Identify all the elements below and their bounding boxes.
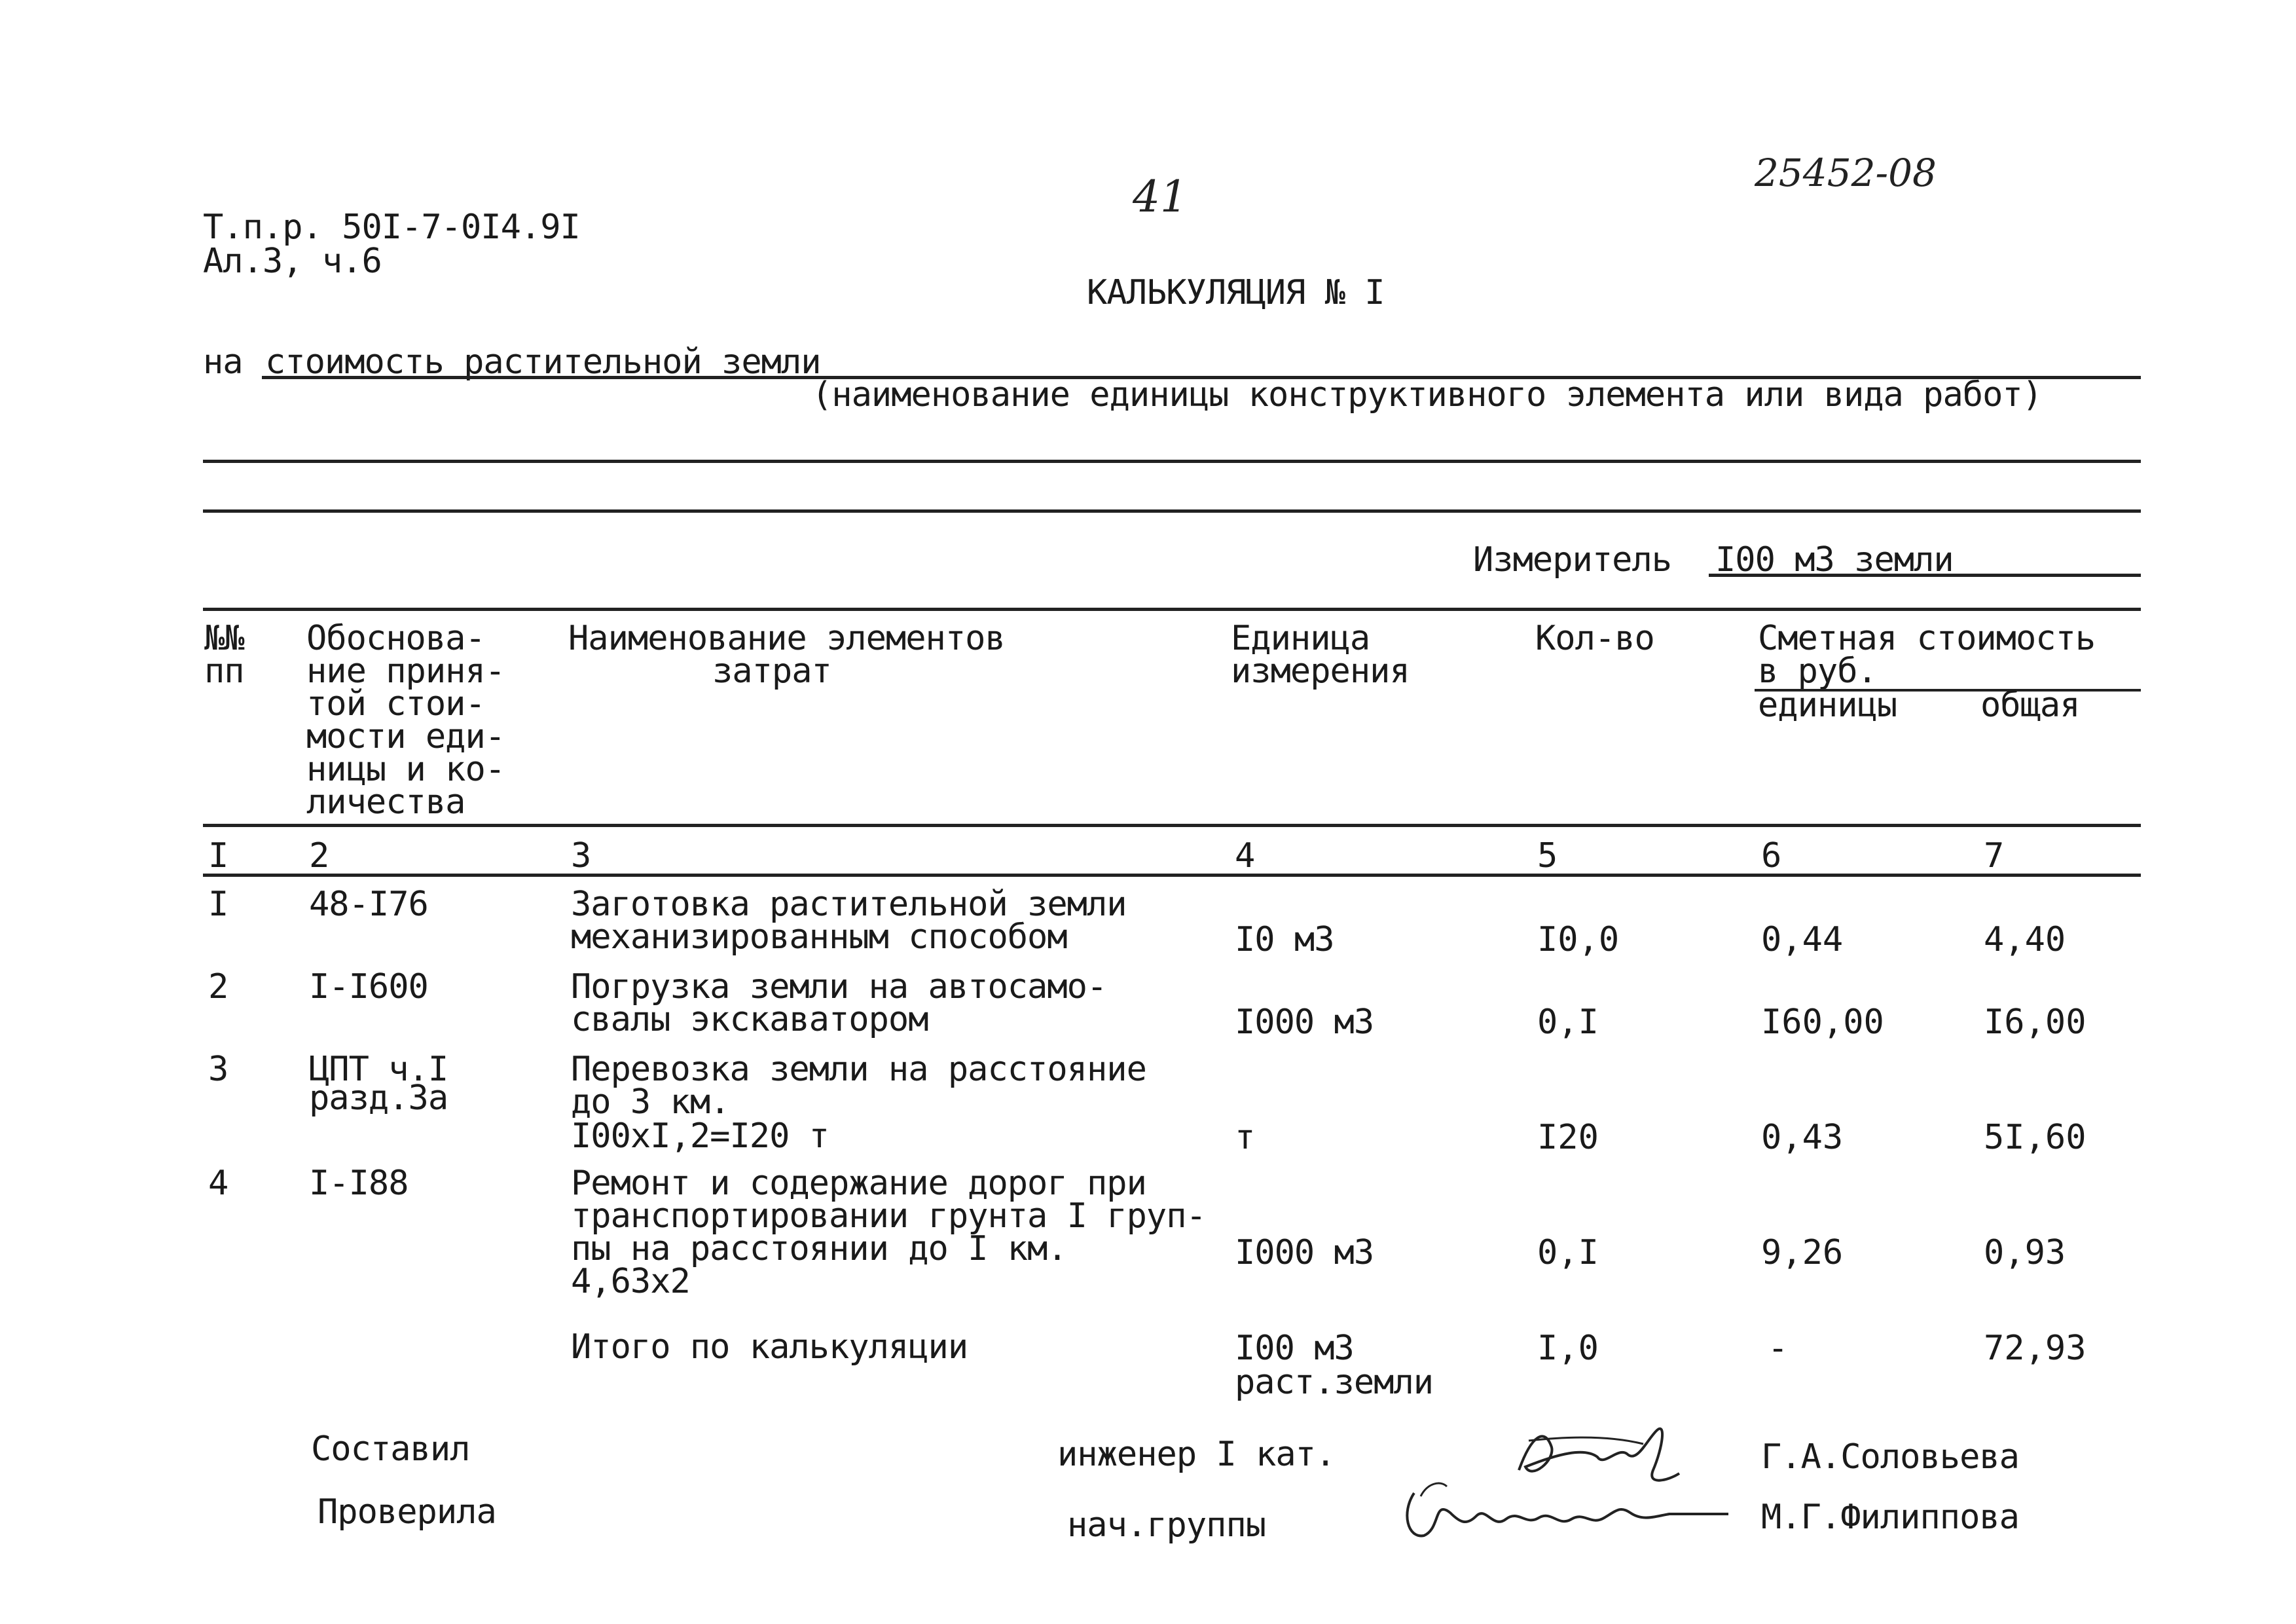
row-name-line: I00хI,2=I20 т (571, 1116, 829, 1156)
column-number: 6 (1761, 836, 1781, 876)
row-basis: I-I600 (309, 967, 428, 1006)
row-name-line: свалы экскаватором (571, 1000, 928, 1039)
row-name-line: 4,63х2 (571, 1262, 690, 1301)
row-quantity: I0,0 (1537, 920, 1620, 959)
row-basis: 48-I76 (309, 885, 428, 924)
total-unit-line: раст.земли (1235, 1363, 1434, 1402)
compiled-name: Г.А.Соловьева (1761, 1437, 2019, 1477)
row-name-line: Погрузка земли на автосамо- (571, 967, 1107, 1006)
row-number: 3 (208, 1050, 228, 1089)
row-basis: I-I88 (309, 1164, 409, 1203)
header-col4-line: измерения (1231, 652, 1410, 691)
header-col2-line: Обоснова- (306, 619, 485, 658)
checked-signature (1394, 1467, 1735, 1552)
column-number: 2 (309, 836, 329, 876)
header-col1-line: №№ (204, 619, 244, 658)
column-number: 7 (1984, 836, 2004, 876)
total-label: Итого по калькуляции (571, 1327, 968, 1367)
reference-line-1: Т.п.р. 50I-7-0I4.9I (203, 208, 580, 247)
row-name-line: Заготовка растительной земли (571, 885, 1127, 924)
meter-value: I00 м3 земли (1715, 540, 1954, 580)
meter-label: Измеритель (1473, 540, 1672, 580)
total-unit-line: I00 м3 (1235, 1329, 1354, 1368)
header-col7: общая (1980, 686, 2080, 725)
header-col6: единицы (1758, 686, 1897, 725)
row-basis: разд.3а (309, 1079, 448, 1118)
checked-label: Проверила (318, 1492, 496, 1532)
meter-rule (1709, 574, 2141, 577)
compiled-role: инженер I кат. (1057, 1435, 1336, 1474)
row-name-line: Перевозка земли на расстояние (571, 1050, 1146, 1089)
blank-rule-1 (203, 460, 2141, 463)
row-total: I6,00 (1984, 1003, 2086, 1042)
row-name-line: механизированным способом (571, 917, 1067, 957)
row-unit-price: 0,44 (1761, 920, 1844, 959)
row-unit: т (1235, 1118, 1255, 1157)
row-name-line: до 3 км. (571, 1082, 730, 1122)
header-col4-line: Единица (1231, 619, 1370, 658)
row-number: 4 (208, 1164, 228, 1203)
header-col67-line: в руб. (1758, 652, 1877, 691)
header-col67-line: Сметная стоимость (1758, 619, 2096, 658)
column-number: 3 (571, 836, 591, 876)
document-number: 25452-08 (1755, 151, 1937, 195)
row-name-line: транспортировании грунта I груп- (571, 1196, 1206, 1236)
row-unit: I0 м3 (1235, 920, 1334, 959)
header-col5: Кол-во (1535, 619, 1654, 658)
compiled-label: Составил (311, 1430, 470, 1469)
row-number: 2 (208, 967, 228, 1006)
row-number: I (208, 885, 228, 924)
row-total: 4,40 (1984, 920, 2066, 959)
reference-line-2: Ал.3, ч.6 (203, 242, 382, 281)
row-quantity: 0,I (1537, 1003, 1599, 1042)
total-unit-price: - (1768, 1329, 1789, 1368)
row-basis: ЦПТ ч.I (309, 1050, 448, 1089)
row-total: 5I,60 (1984, 1118, 2086, 1157)
column-number: I (208, 836, 228, 876)
header-col3-line: затрат (712, 652, 831, 691)
header-col1-line: пп (204, 652, 244, 691)
row-unit-price: 9,26 (1761, 1233, 1844, 1272)
subject-prefix: на (203, 342, 243, 382)
checked-role: нач.группы (1067, 1505, 1266, 1545)
checked-name: М.Г.Филиппова (1761, 1498, 2019, 1537)
row-unit-price: 0,43 (1761, 1118, 1844, 1157)
row-name-line: пы на расстоянии до I км. (571, 1229, 1067, 1268)
row-total: 0,93 (1984, 1233, 2066, 1272)
row-quantity: 0,I (1537, 1233, 1599, 1272)
row-quantity: I20 (1537, 1118, 1599, 1157)
row-name-line: Ремонт и содержание дорог при (571, 1164, 1146, 1203)
header-col3-line: Наименование элементов (568, 619, 1005, 658)
header-col2-line: ние приня- (306, 652, 505, 691)
header-col2-line: личества (306, 783, 465, 822)
subject-value: стоимость растительной земли (265, 342, 821, 382)
column-number: 4 (1235, 836, 1255, 876)
document-title: КАЛЬКУЛЯЦИЯ № I (1087, 273, 1385, 312)
column-number: 5 (1537, 836, 1558, 876)
total-sum: 72,93 (1984, 1329, 2086, 1368)
header-bottom-rule (203, 824, 2141, 827)
blank-rule-2 (203, 509, 2141, 513)
header-col2-line: ницы и ко- (306, 750, 505, 789)
row-unit-price: I60,00 (1761, 1003, 1884, 1042)
row-unit: I000 м3 (1235, 1003, 1374, 1042)
header-col2-line: той стои- (306, 684, 485, 724)
column-number-rule (203, 874, 2141, 877)
table-top-rule (203, 608, 2141, 611)
subject-caption: (наименование единицы конструктивного элемента или вида работ) (812, 375, 2043, 415)
header-col2-line: мости еди- (306, 717, 505, 756)
total-quantity: I,0 (1537, 1329, 1599, 1368)
page-number: 41 (1133, 172, 1188, 222)
row-unit: I000 м3 (1235, 1233, 1374, 1272)
